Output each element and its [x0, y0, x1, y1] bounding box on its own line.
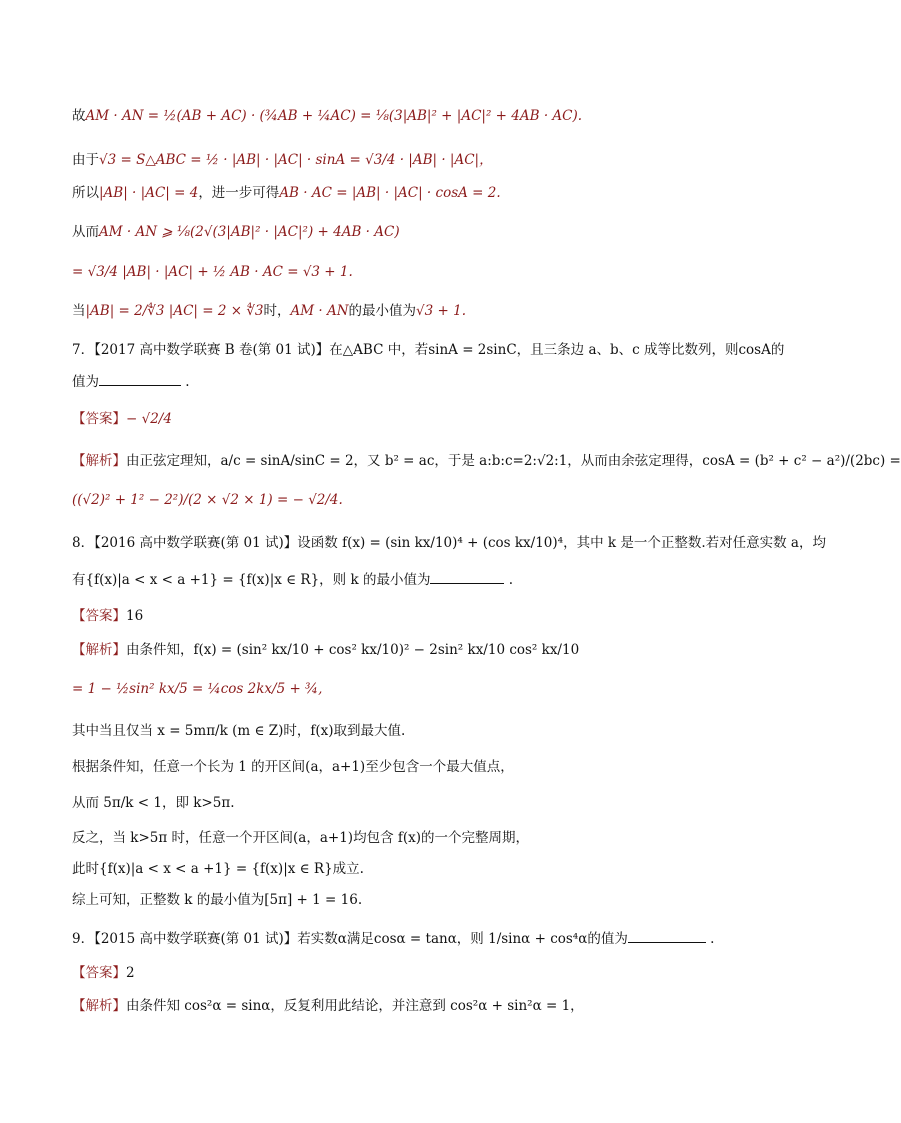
question7-analysis-line2: [72, 490, 724, 510]
answer-blank: [99, 371, 181, 386]
question8-stem: 8．【2016 高中数学联赛(第 01 试)】设函数 f(x) = (sin kx/10)⁴ + (cos kx/10)⁴，其中 k 是一个正整数.若对任意实数 a，均: [72, 535, 826, 551]
question8-analysis-line2: [72, 679, 724, 699]
question8-analysis-line7: 此时{f(x)|a < x < a +1} = {f(x)|x ∈ R}成立.: [72, 861, 364, 877]
question8-analysis-line8: 综上可知，正整数 k 的最小值为[5π] + 1 = 16.: [72, 892, 363, 908]
question8-analysis-line5: 从而 5π/k < 1，即 k>5π.: [72, 795, 235, 811]
question7-stem-cont: 值为 .: [72, 371, 724, 392]
question9-analysis-line1: 【解析】由条件知 cos²α = sinα，反复利用此结论，并注意到 cos²α + sin²α = 1，: [72, 998, 584, 1014]
solution6-line5: [72, 262, 724, 282]
solution6-line4: 从而AM · AN ⩾ ⅛(2√(3|AB|² · |AC|²) + 4AB · AC): [72, 224, 400, 240]
math-expression: AB · AC = |AB| · |AC| · cosA = 2.: [279, 185, 501, 201]
math-expression: AM · AN ⩾ ⅛(2√(3|AB|² · |AC|²) + 4AB · AC): [99, 224, 400, 240]
answer-value: 2: [126, 965, 135, 981]
question9-stem: 9．【2015 高中数学联赛(第 01 试)】若实数α满足cosα = tanα，则 1/sinα + cos⁴α的值为 .: [72, 928, 724, 949]
question8-answer: [72, 606, 724, 626]
math-expression: √3 = S△ABC = ½ · |AB| · |AC| · sinA = √3/4 · |AB| · |AC|，: [99, 152, 493, 168]
answer-label: 【答案】: [72, 608, 126, 624]
solution6-line1: 故AM · AN = ½(AB + AC) · (¾AB + ¼AC) = ⅛(3|AB|² + |AC|² + 4AB · AC).: [72, 108, 583, 124]
question8-analysis-line4: 根据条件知，任意一个长为 1 的开区间(a，a+1)至少包含一个最大值点，: [72, 759, 514, 775]
math-expression: √3 + 1.: [416, 303, 467, 319]
analysis-label: 【解析】: [72, 998, 126, 1014]
answer-label: 【答案】: [72, 965, 126, 981]
question9-answer: [72, 963, 724, 983]
solution6-line6: 当|AB| = 2/∜3 |AC| = 2 × ∜3时，AM · AN的最小值为√3 + 1.: [72, 303, 467, 319]
solution6-line3: 所以|AB| · |AC| = 4，进一步可得AB · AC = |AB| · |AC| · cosA = 2.: [72, 185, 501, 201]
math-expression: |AB| = 2/∜3 |AC| = 2 × ∜3: [85, 303, 264, 319]
question7-analysis-line1: 【解析】由正弦定理知，a/c = sinA/sinC = 2，又 b² = ac，于是 a:b:c=2:√2:1，从而由余弦定理得，cosA = (b² + c² − a²)/(2bc) =: [72, 453, 901, 469]
question8-analysis-line3: 其中当且仅当 x = 5mπ/k (m ∈ Z)时，f(x)取到最大值.: [72, 723, 406, 739]
math-expression: ((√2)² + 1² − 2²)/(2 × √2 × 1) = − √2/4.: [72, 492, 343, 508]
math-expression: AM · AN = ½(AB + AC) · (¾AB + ¼AC) = ⅛(3|AB|² + |AC|² + 4AB · AC).: [85, 108, 583, 124]
math-expression: |AB| · |AC| = 4: [99, 185, 199, 201]
answer-label: 【答案】: [72, 411, 126, 427]
answer-blank: [628, 928, 706, 943]
answer-blank: [430, 569, 504, 584]
math-expression: = √3/4 |AB| · |AC| + ½ AB · AC = √3 + 1.: [72, 264, 353, 280]
question8-analysis-line6: 反之，当 k>5π 时，任意一个开区间(a，a+1)均包含 f(x)的一个完整周期，: [72, 830, 530, 846]
question7-answer: [72, 409, 724, 429]
analysis-label: 【解析】: [72, 642, 126, 658]
question7-stem: 7．【2017 高中数学联赛 B 卷(第 01 试)】在△ABC 中，若sinA = 2sinC，且三条边 a、b、c 成等比数列，则cosA的: [72, 342, 785, 358]
answer-value: 16: [126, 608, 144, 624]
analysis-label: 【解析】: [72, 453, 126, 469]
math-expression: AM · AN: [290, 303, 349, 319]
solution6-line2: 由于√3 = S△ABC = ½ · |AB| · |AC| · sinA = √3/4 · |AB| · |AC|，: [72, 152, 493, 168]
math-expression: = 1 − ½sin² kx/5 = ¼cos 2kx/5 + ¾,: [72, 681, 323, 697]
answer-value: − √2/4: [126, 411, 172, 427]
question8-analysis-line1: 【解析】由条件知，f(x) = (sin² kx/10 + cos² kx/10)² − 2sin² kx/10 cos² kx/10: [72, 642, 580, 658]
question8-stem-cont: 有{f(x)|a < x < a +1} = {f(x)|x ∈ R}，则 k 的最小值为 .: [72, 569, 724, 590]
